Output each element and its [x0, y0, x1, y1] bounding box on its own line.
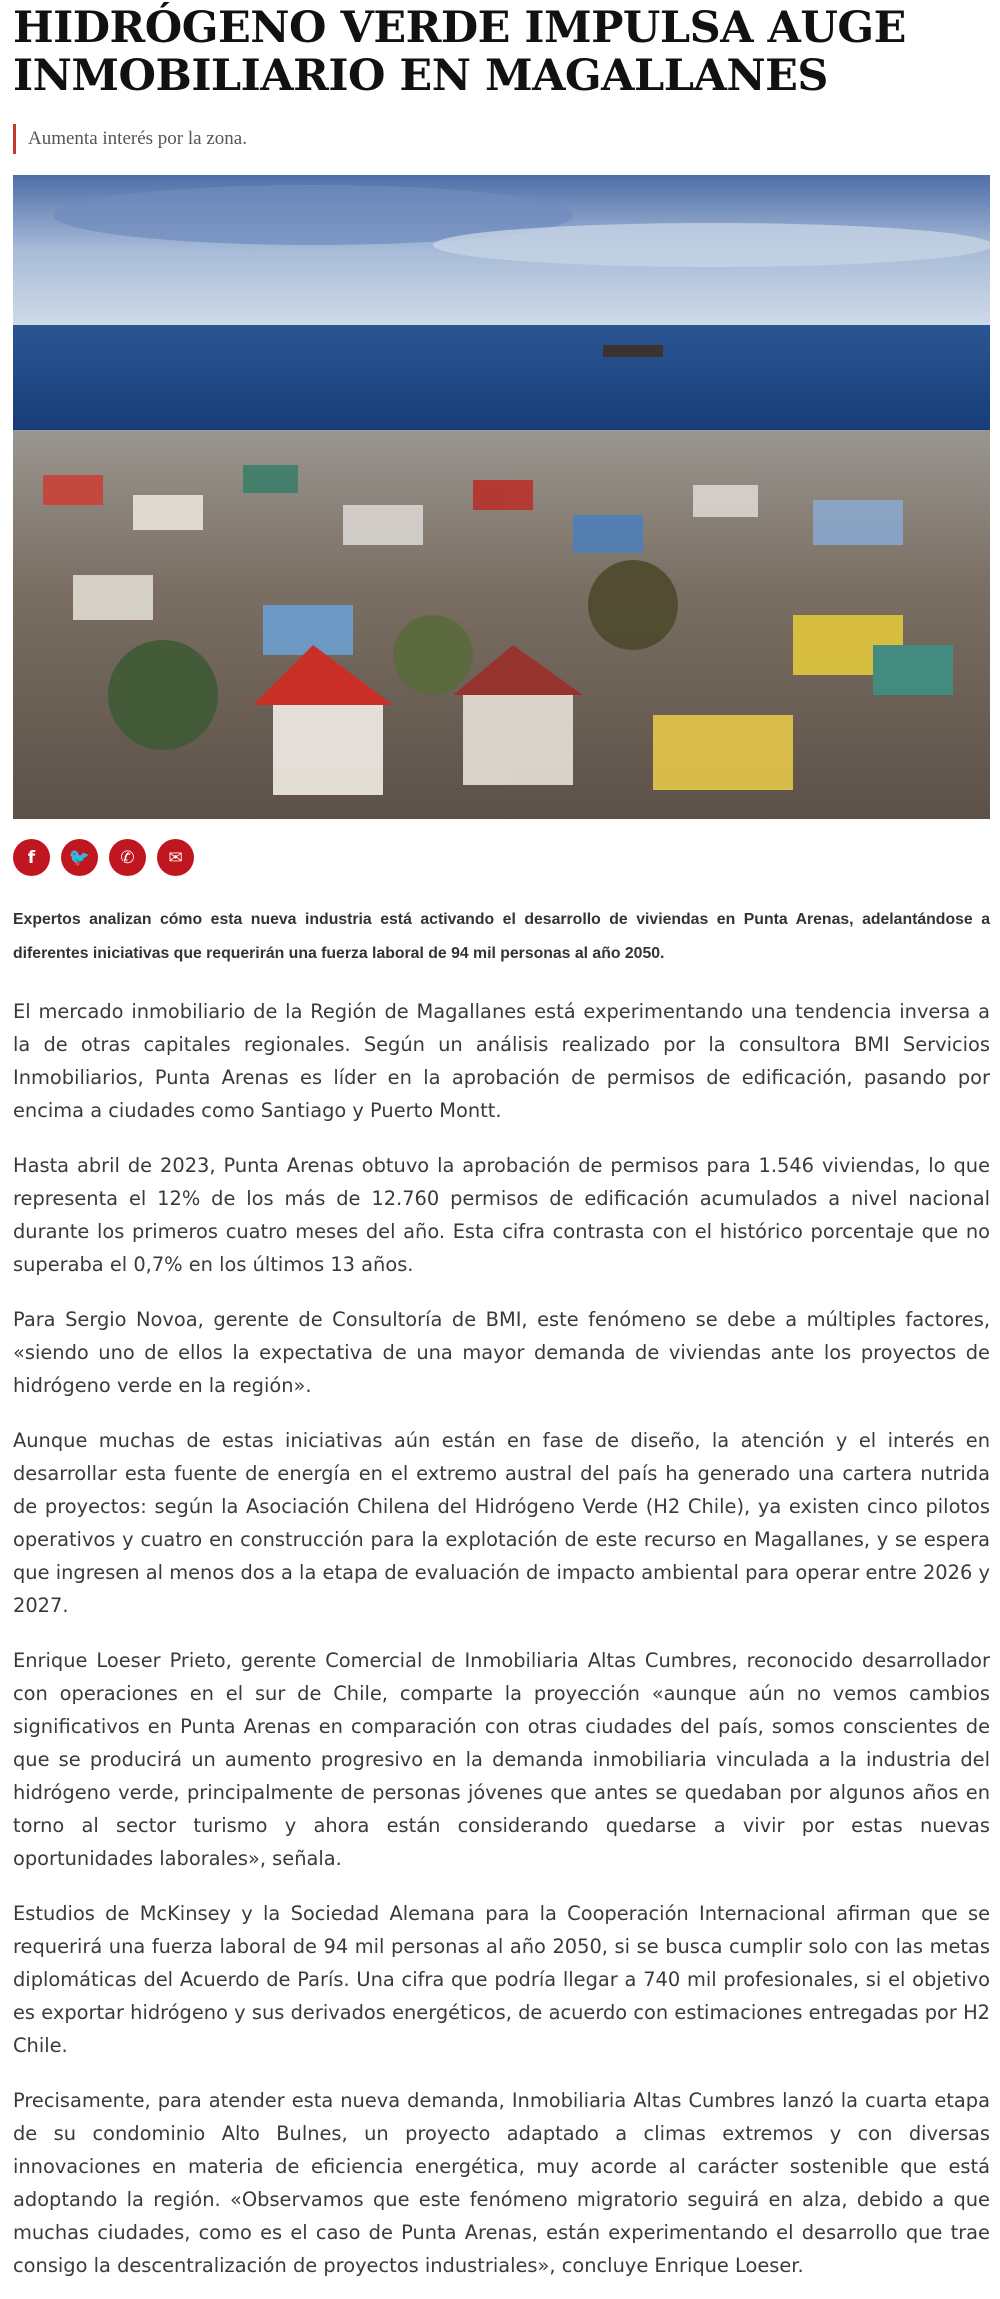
article-lead: Expertos analizan cómo esta nueva industria está activando el desarrollo de viviendas en Punta Arenas, adelantándose a diferentes iniciativas que requerirán una fuerza laboral de 94 mil personas al año 2050.	[13, 911, 990, 962]
email-icon: ✉	[168, 847, 183, 868]
article-title: HIDRÓGENO VERDE IMPULSA AUGE INMOBILIARIO EN MAGALLANES	[13, 3, 906, 101]
body-paragraph: Aunque muchas de estas iniciativas aún están en fase de diseño, la atención y el interés en desarrollar esta fuente de energía en el extremo austral del país ha generado una cartera nutrida de proyectos: según la Asociación Chilena del Hidrógeno Verde (H2 Chile), ya existen cinco pilotos operativos y cuatro en construcción para la explotación de este recurso en Magallanes, y se espera que ingresen al menos dos a la etapa de evaluación de impacto ambiental para operar entre 2026 y 2027.	[13, 1429, 990, 1617]
body-paragraph: Para Sergio Novoa, gerente de Consultoría de BMI, este fenómeno se debe a múltiples factores, «siendo uno de ellos la expectativa de una mayor demanda de viviendas ante los proyectos de hidrógeno verde en la región».	[13, 1308, 990, 1397]
facebook-icon: f	[27, 847, 36, 868]
body-paragraph: Enrique Loeser Prieto, gerente Comercial de Inmobiliaria Altas Cumbres, reconocido desarrollador con operaciones en el sur de Chile, comparte la proyección «aunque aún no vemos cambios significativos en Punta Arenas en comparación con otras ciudades del país, somos conscientes de que se producirá un aumento progresivo en la demanda inmobiliaria vinculada a la industria del hidrógeno verde, principalmente de personas jóvenes que antes se quedaban por algunos años en torno al sector turismo y ahora están considerando quedarse a vivir por estas nuevas oportunidades laborales», señala.	[13, 1649, 990, 1870]
twitter-icon: 🐦	[68, 847, 91, 868]
whatsapp-icon: ✆	[120, 847, 135, 868]
body-paragraph: Estudios de McKinsey y la Sociedad Alemana para la Cooperación Internacional afirman que se requerirá una fuerza laboral de 94 mil personas al año 2050, si se busca cumplir solo con las metas diplomáticas del Acuerdo de París. Una cifra que podría llegar a 740 mil profesionales, si el objetivo es exportar hidrógeno y sus derivados energéticos, de acuerdo con estimaciones entregadas por H2 Chile.	[13, 1902, 990, 2057]
hero-photo	[13, 175, 990, 819]
article	[13, 0, 990, 2299]
email-share-button[interactable]	[157, 839, 194, 876]
article-subtitle: Aumenta interés por la zona.	[13, 124, 990, 154]
twitter-share-button[interactable]	[61, 839, 98, 876]
share-buttons	[13, 839, 990, 876]
body-paragraph: El mercado inmobiliario de la Región de Magallanes está experimentando una tendencia inversa a la de otras capitales regionales. Según un análisis realizado por la consultora BMI Servicios Inmobiliarios, Punta Arenas es líder en la aprobación de permisos de edificación, pasando por encima a ciudades como Santiago y Puerto Montt.	[13, 1000, 990, 1122]
whatsapp-share-button[interactable]	[109, 839, 146, 876]
body-paragraph: Hasta abril de 2023, Punta Arenas obtuvo la aprobación de permisos para 1.546 viviendas, lo que representa el 12% de los más de 12.760 permisos de edificación acumulados a nivel nacional durante los primeros cuatro meses del año. Esta cifra contrasta con el histórico porcentaje que no superaba el 0,7% en los últimos 13 años.	[13, 1154, 990, 1276]
ship	[603, 345, 663, 357]
article-body	[13, 995, 990, 2282]
facebook-share-button[interactable]	[13, 839, 50, 876]
body-paragraph: Precisamente, para atender esta nueva demanda, Inmobiliaria Altas Cumbres lanzó la cuarta etapa de su condominio Alto Bulnes, un proyecto adaptado a climas extremos y con diversas innovaciones en materia de eficiencia energética, muy acorde al carácter sostenible que está adoptando la región. «Observamos que este fenómeno migratorio seguirá en alza, debido a que muchas ciudades, como es el caso de Punta Arenas, están experimentando el desarrollo que trae consigo la descentralización de proyectos industriales», concluye Enrique Loeser.	[13, 2089, 990, 2277]
